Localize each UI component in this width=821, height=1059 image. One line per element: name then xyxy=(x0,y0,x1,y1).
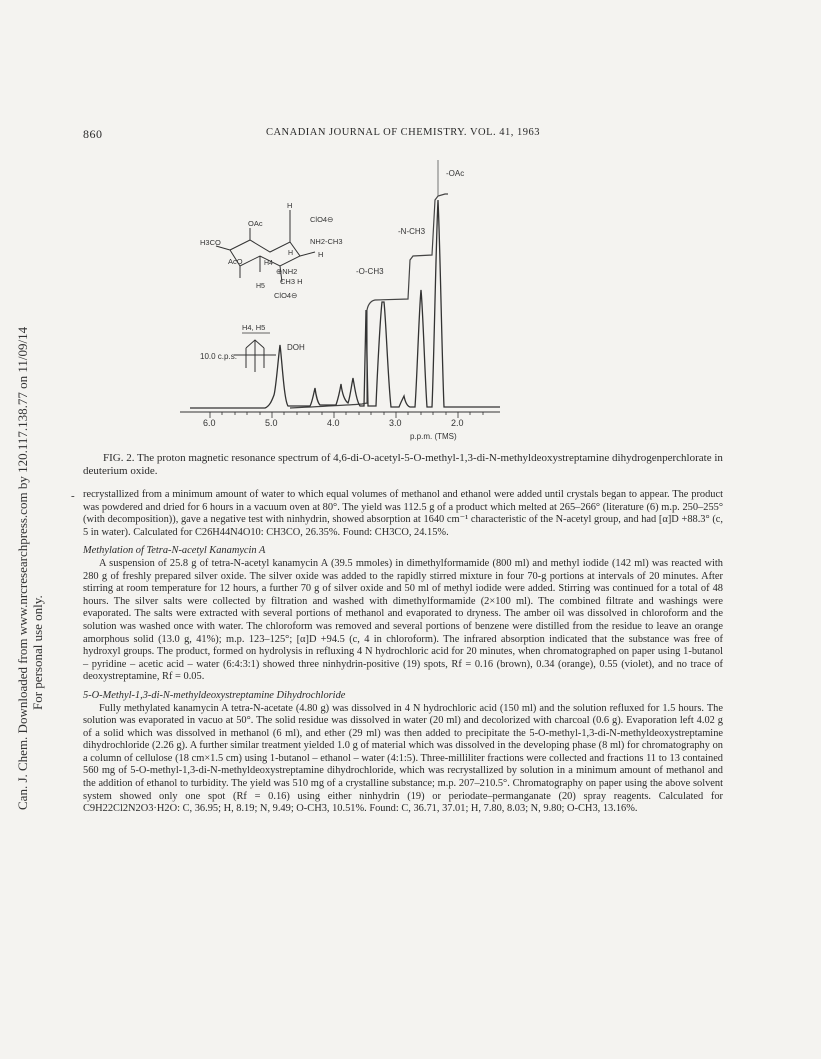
peak-label-oac: -OAc xyxy=(446,169,465,178)
section-heading-methylation: Methylation of Tetra-N-acetyl Kanamycin A xyxy=(83,545,266,557)
page-number: 860 xyxy=(83,127,103,141)
struct-nh2ch3: NH2-CH3 xyxy=(310,237,343,246)
struct-h-right: H xyxy=(318,250,324,259)
axis-ticks xyxy=(210,412,483,418)
nmr-spectrum xyxy=(170,160,520,450)
peak-label-nch3: -N-CH3 xyxy=(398,227,426,236)
struct-h4: H4 xyxy=(264,260,273,267)
inset-label-left: 10.0 c.p.s. xyxy=(200,352,237,361)
nmr-figure xyxy=(170,160,520,450)
inset-multiplet xyxy=(234,340,276,372)
article-body xyxy=(83,489,723,816)
peak-label-och3: -O-CH3 xyxy=(356,267,384,276)
tick-6: 6.0 xyxy=(203,418,216,428)
paragraph-dihydrochloride: Fully methylated kanamycin A tetra-N-acetate (4.80 g) was dissolved in 4 N hydrochloric acid (150 ml) and the solution refluxed for 1.5 hours. The solution was evaporated in vacuo at 50°. The solid residue was dissolved in water (20 ml) and decolorized with charcoal (0.6 g). Evaporation left 4.02 g of a solid which was dissolved in methanol (6 ml), and ether (29 ml) was then added to precipitate the 5-O-methyl-1,3-di-N-methyldeoxystreptamine dihydrochloride (2.26 g). A further similar treatment yielded 1.0 g of material which was dissolved in the developing phase (8 ml) for chromatography on a column of cellulose (18 cm×1.5 cm) using 1-butanol – ethanol – water (4:1:5). Three-milliliter fractions were collected and fractions 11 to 13 contained 560 mg of 5-O-methyl-1,3-di-N-methyldeoxystreptamine dihydrochloride, which was recrystallized by solution in a minimum amount of methanol and the addition of ethanol to turbidity. The yield was 510 mg of a crystalline substance; m.p. 207–210.5°. Chromatography on paper using the above solvent system showed only one spot (Rf = 0.16) using either ninhydrin (19) or periodate–permanganate (20) spray reagents. Calculated for C9H22Cl2N2O3·H2O: C, 36.95; H, 8.19; N, 9.49; O-CH3, 10.51%. Found: C, 36.71, 37.01; H, 7.80, 8.03; N, 9.80; O-CH3, 13.16%. xyxy=(83,702,723,815)
journal-title: CANADIAN JOURNAL OF CHEMISTRY. VOL. 41, 1963 xyxy=(265,127,541,138)
tick-4: 4.0 xyxy=(327,418,340,428)
axis-unit: p.p.m. (TMS) xyxy=(410,432,457,441)
struct-h-mid: H xyxy=(288,250,294,257)
running-header xyxy=(83,127,723,143)
tick-5: 5.0 xyxy=(265,418,278,428)
figure-caption xyxy=(83,452,723,478)
molecule-structure xyxy=(216,210,315,282)
struct-oac: OAc xyxy=(248,219,263,228)
struct-nh2: ⊕NH2 xyxy=(276,267,298,276)
struct-clo4-top: ClO4⊖ xyxy=(310,215,334,224)
struct-ch3-h: CH3 H xyxy=(280,277,303,286)
personal-use-notice: For personal use only. xyxy=(30,595,45,710)
struct-h3co: H3CO xyxy=(200,238,221,247)
struct-clo4-bottom: ClO4⊖ xyxy=(274,291,298,300)
paragraph-methylation: A suspension of 25.8 g of tetra-N-acetyl kanamycin A (39.5 mmoles) in dimethylformamide (800 ml) and methyl iodide (142 ml) was reacted with 280 g of freshly prepared silver oxide. The silver oxide was added to the rapidly stirred mixture in four 70-g portions at intervals of 20 minutes. After stirring at room temperature for 12 hours, a further 70 g of silver oxide and 50 ml of methyl iodide were added. Stirring was continued for a total of 48 hours. The silver salts were collected by filtration and washed with dimethylformamide (2×100 ml). The combined filtrate and washings were evaporated. The salts were extracted with several portions of methanol and evaporated to dryness. The amber oil was dissolved in chloroform and the solution was washed once with water. The chloroform was removed and several portions of benzene were distilled from the residue to leave an orange amorphous solid (13.0 g, 41%); m.p. 123–125°; [α]D +94.5 (c, 4 in chloroform). The infrared absorption indicated that the substance was free of hydroxyl groups. The product, formed on hydrolysis in refluxing 4 N hydrochloric acid for 20 minutes, when chromatographed on paper using 1-butanol – pyridine – acetic acid – water (6:4:3:1) showed three ninhydrin-positive (19) spots, Rf = 0.16 (brown), 0.34 (orange), 0.55 (violet), and no trace of deoxystreptamine, Rf = 0.05. xyxy=(83,557,723,683)
download-notice: Can. J. Chem. Downloaded from www.nrcresearchpress.com by 120.117.138.77 on 11/09/14 xyxy=(15,326,30,810)
spectrum-trace xyxy=(190,200,500,408)
download-watermark xyxy=(3,120,43,940)
paragraph-continued: recrystallized from a minimum amount of water to which equal volumes of methanol and ethanol were added until crystals began to appear. The product was powdered and dried for 6 hours in a vacuum oven at 80°. The yield was 112.5 g of a product which melted at 265–266° (literature (6) m.p. 250–255° (with decomposition)), gave a negative test with ninhydrin, showed absorption at 1640 cm⁻¹ characteristic of the N-acetyl group, and had [α]D +88.3° (c, 5 in water). Calculated for C26H44N4O10: CH3CO, 26.35%. Found: CH3CO, 24.15%. xyxy=(83,489,723,538)
peak-label-doh: DOH xyxy=(287,343,305,352)
tick-3: 3.0 xyxy=(389,418,402,428)
struct-h-top: H xyxy=(287,201,293,210)
margin-dash: - xyxy=(71,490,75,502)
inset-label-top: H4, H5 xyxy=(242,323,266,332)
tick-2: 2.0 xyxy=(451,418,464,428)
figure-caption-label: FIG. 2. xyxy=(103,452,135,464)
struct-h5: H5 xyxy=(256,283,265,290)
figure-caption-text: The proton magnetic resonance spectrum of 4,6-di-O-acetyl-5-O-methyl-1,3-di-N-methyldeoxystreptamine dihydrogenperchlorate in deuterium oxide. xyxy=(83,452,723,477)
section-heading-dihydrochloride: 5-O-Methyl-1,3-di-N-methyldeoxystreptamine Dihydrochloride xyxy=(83,689,346,701)
struct-aco: AcO xyxy=(228,257,243,266)
